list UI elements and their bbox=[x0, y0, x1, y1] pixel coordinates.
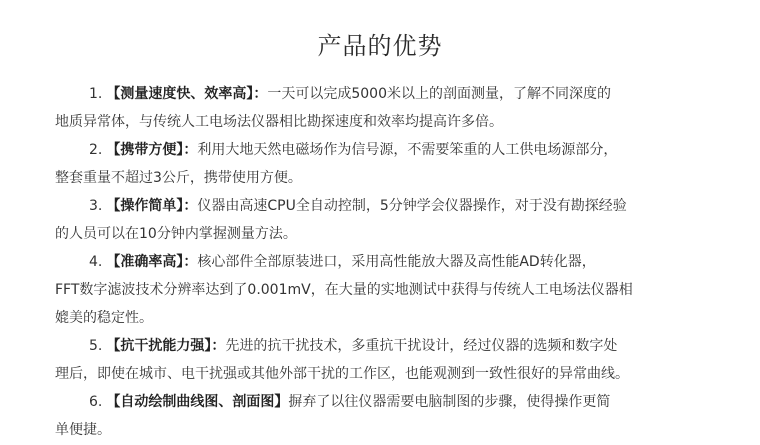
item-text: 先进的抗干扰技术，多重抗干扰设计，经过仪器的选频和数字处 bbox=[225, 338, 618, 354]
item-number: 3. bbox=[89, 198, 103, 214]
item-heading: 【携带方便】： bbox=[106, 142, 198, 158]
item-first-line bbox=[55, 136, 710, 164]
item-heading: 【测量速度快、效率高】： bbox=[106, 86, 268, 102]
item-number: 4. bbox=[89, 254, 103, 270]
advantage-item-2 bbox=[55, 136, 710, 192]
item-text: 一天可以完成5000米以上的剖面测量，了解不同深度的 bbox=[267, 86, 611, 102]
item-text: 地质异常体，与传统人工电场法仪器相比勘探速度和效率均提高许多倍。 bbox=[55, 114, 503, 130]
item-text: 仪器由高速CPU全自动控制，5分钟学会仪器操作，对于没有勘探经验 bbox=[197, 198, 627, 214]
item-text: 摒弃了以往仪器需要电脑制图的步骤，使得操作更简 bbox=[288, 394, 611, 410]
item-text: 理后，即使在城市、电干扰强或其他外部干扰的工作区，也能观测到一致性很好的异常曲线。 bbox=[55, 366, 629, 382]
item-heading: 【准确率高】： bbox=[106, 254, 198, 270]
item-first-line bbox=[55, 332, 710, 360]
item-number: 6. bbox=[89, 394, 103, 410]
item-text: 媲美的稳定性。 bbox=[55, 310, 153, 326]
item-text: 的人员可以在10分钟内掌握测量方法。 bbox=[55, 226, 297, 242]
item-first-line bbox=[55, 388, 710, 416]
advantage-item-4 bbox=[55, 248, 710, 332]
item-first-line bbox=[55, 80, 710, 108]
item-text: 单便捷。 bbox=[55, 422, 111, 438]
item-text: 利用大地天然电磁场作为信号源，不需要笨重的人工供电场源部分， bbox=[197, 142, 618, 158]
advantages-list bbox=[55, 80, 710, 444]
item-number: 5. bbox=[89, 338, 103, 354]
item-first-line bbox=[55, 192, 710, 220]
page-title: 产品的优势 bbox=[317, 32, 443, 60]
item-text: 整套重量不超过3公斤，携带使用方便。 bbox=[55, 170, 302, 186]
advantage-item-1 bbox=[55, 80, 710, 136]
item-text: FFT数字滤波技术分辨率达到了0.001mV，在大量的实地测试中获得与传统人工电场法仪器相 bbox=[55, 282, 633, 298]
item-text: 核心部件全部原装进口，采用高性能放大器及高性能AD转化器， bbox=[197, 254, 596, 270]
item-heading: 【操作简单】： bbox=[106, 198, 198, 214]
item-heading: 【自动绘制曲线图、剖面图】 bbox=[106, 394, 289, 410]
advantage-item-5 bbox=[55, 332, 710, 388]
item-heading: 【抗干扰能力强】： bbox=[106, 338, 226, 354]
item-number: 1. bbox=[89, 86, 103, 102]
advantage-item-3 bbox=[55, 192, 710, 248]
item-number: 2. bbox=[89, 142, 103, 158]
advantage-item-6 bbox=[55, 388, 710, 444]
item-first-line bbox=[55, 248, 710, 276]
